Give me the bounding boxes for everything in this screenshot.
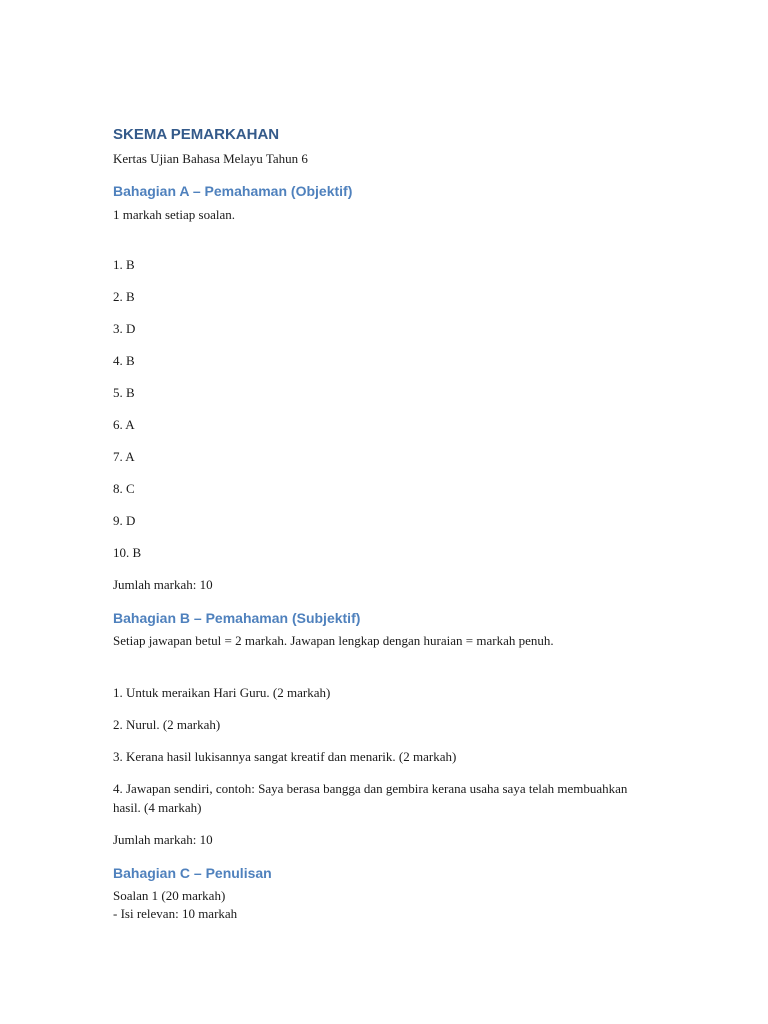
answer-a-3: 3. D — [113, 321, 136, 336]
answer-a-6: 6. A — [113, 417, 135, 432]
answer-a-2: 2. B — [113, 289, 135, 304]
answer-a-4: 4. B — [113, 353, 135, 368]
document-title: SKEMA PEMARKAHAN — [113, 126, 280, 143]
answer-a-5: 5. B — [113, 385, 135, 400]
section-c-heading: Bahagian C – Penulisan — [113, 865, 272, 881]
section-a-note: 1 markah setiap soalan. — [113, 207, 236, 222]
section-b-total: Jumlah markah: 10 — [113, 832, 213, 847]
section-c-line-1: Soalan 1 (20 markah) — [113, 888, 226, 903]
answer-a-9: 9. D — [113, 513, 136, 528]
section-a-heading: Bahagian A – Pemahaman (Objektif) — [113, 183, 353, 199]
answer-a-1: 1. B — [113, 257, 135, 272]
answer-a-7: 7. A — [113, 449, 135, 464]
answer-a-8: 8. C — [113, 481, 135, 496]
section-a-total: Jumlah markah: 10 — [113, 577, 213, 592]
answer-b-1: 1. Untuk meraikan Hari Guru. (2 markah) — [113, 685, 331, 700]
answer-a-10: 10. B — [113, 545, 142, 560]
answer-b-3: 3. Kerana hasil lukisannya sangat kreatif dan menarik. (2 markah) — [113, 749, 457, 764]
document-subtitle: Kertas Ujian Bahasa Melayu Tahun 6 — [113, 151, 308, 166]
section-c-line-2: - Isi relevan: 10 markah — [113, 906, 238, 921]
answer-b-2: 2. Nurul. (2 markah) — [113, 717, 221, 732]
section-b-heading: Bahagian B – Pemahaman (Subjektif) — [113, 610, 361, 626]
answer-b-4: 4. Jawapan sendiri, contoh: Saya berasa bangga dan gembira kerana usaha saya telah membuahkan hasil. (4 markah) — [113, 781, 628, 815]
section-b-note: Setiap jawapan betul = 2 markah. Jawapan lengkap dengan huraian = markah penuh. — [113, 633, 554, 648]
